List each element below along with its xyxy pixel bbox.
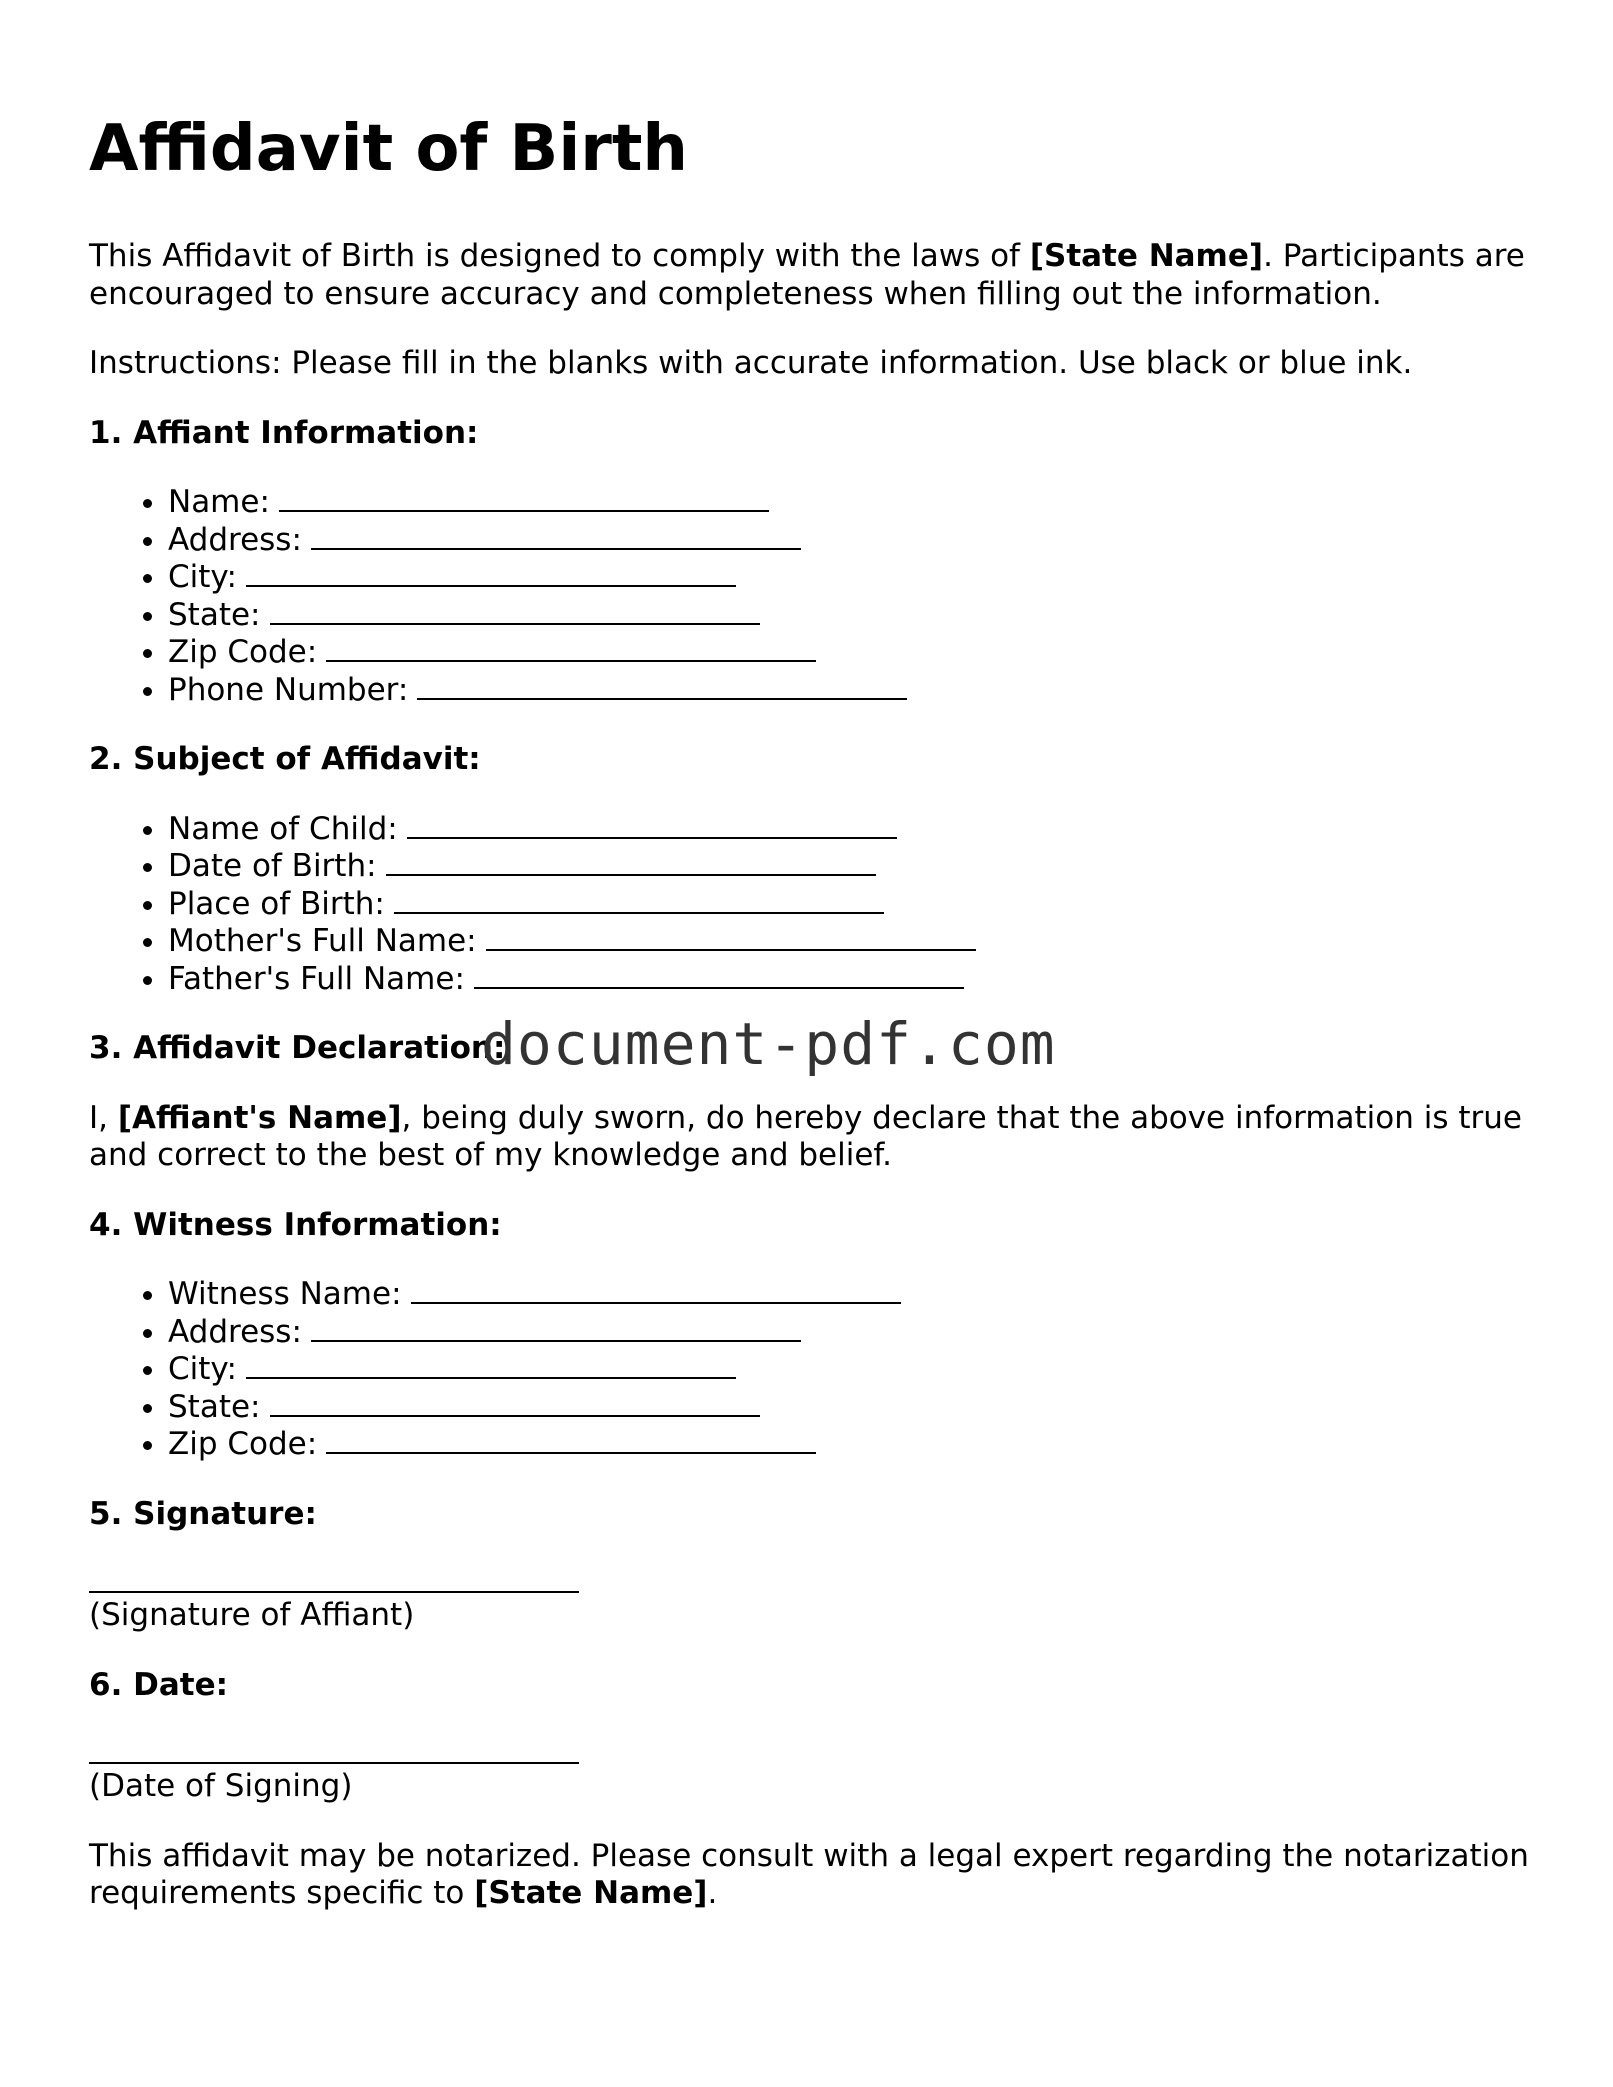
section-heading-affiant: 1. Affiant Information: bbox=[89, 414, 479, 451]
birth-place-blank[interactable] bbox=[394, 886, 884, 914]
list-item bbox=[168, 1389, 1529, 1427]
list-item bbox=[168, 634, 1529, 672]
date-line[interactable] bbox=[89, 1754, 579, 1764]
field-label: Name: bbox=[168, 484, 270, 520]
date-caption: (Date of Signing) bbox=[89, 1768, 353, 1804]
list-item bbox=[168, 597, 1529, 635]
witness-name-blank[interactable] bbox=[411, 1276, 901, 1304]
field-label: Zip Code: bbox=[168, 1426, 318, 1462]
field-label: Mother's Full Name: bbox=[168, 923, 477, 959]
closing-paragraph bbox=[89, 1838, 1529, 1913]
signature-block bbox=[89, 1583, 1529, 1635]
affiant-city-blank[interactable] bbox=[246, 559, 736, 587]
field-label: City: bbox=[168, 1351, 237, 1387]
closing-state-placeholder: [State Name] bbox=[474, 1875, 708, 1911]
affiant-phone-blank[interactable] bbox=[417, 672, 907, 700]
intro-state-placeholder: [State Name] bbox=[1029, 238, 1264, 274]
closing-text-end: . bbox=[707, 1875, 718, 1911]
list-item bbox=[168, 672, 1529, 710]
date-block bbox=[89, 1754, 1529, 1806]
list-item bbox=[168, 811, 1529, 849]
field-label: Address: bbox=[168, 521, 302, 558]
affiant-address-blank[interactable] bbox=[311, 522, 801, 550]
declaration-text-end: , being duly sworn, do hereby declare that the above information is true and correct to the best of my knowledge and belief. bbox=[89, 1099, 1522, 1173]
list-item bbox=[168, 559, 1529, 597]
child-name-blank[interactable] bbox=[407, 811, 897, 839]
section-heading-signature: 5. Signature: bbox=[89, 1495, 317, 1532]
closing-text-start: This affidavit may be notarized. Please consult with a legal expert regarding the notarization requirements specific to bbox=[89, 1837, 1529, 1911]
field-label: State: bbox=[168, 1388, 261, 1425]
witness-state-blank[interactable] bbox=[270, 1389, 760, 1417]
field-label: Date of Birth: bbox=[168, 848, 377, 884]
list-item bbox=[168, 961, 1529, 999]
field-label: Zip Code: bbox=[168, 634, 318, 670]
affiant-fields-list bbox=[89, 484, 1529, 709]
declaration-paragraph bbox=[89, 1100, 1529, 1175]
page-title: Affidavit of Birth bbox=[89, 112, 688, 186]
witness-zip-blank[interactable] bbox=[326, 1426, 816, 1454]
instructions-paragraph: Instructions: Please fill in the blanks with accurate information. Use black or blue ink. bbox=[89, 345, 1413, 381]
declaration-text-start: I, bbox=[89, 1099, 118, 1136]
section-heading-date: 6. Date: bbox=[89, 1666, 229, 1703]
father-name-blank[interactable] bbox=[474, 961, 964, 989]
witness-fields-list bbox=[89, 1276, 1529, 1464]
watermark-text: document-pdf.com bbox=[481, 1010, 1056, 1078]
list-item bbox=[168, 923, 1529, 961]
field-label: Father's Full Name: bbox=[168, 960, 465, 997]
section-heading-witness: 4. Witness Information: bbox=[89, 1206, 502, 1243]
signature-caption: (Signature of Affiant) bbox=[89, 1597, 415, 1633]
section-heading-subject: 2. Subject of Affidavit: bbox=[89, 741, 481, 777]
affiant-state-blank[interactable] bbox=[270, 597, 760, 625]
list-item bbox=[168, 848, 1529, 886]
list-item bbox=[168, 886, 1529, 924]
subject-fields-list bbox=[89, 811, 1529, 999]
list-item bbox=[168, 522, 1529, 560]
affiant-name-blank[interactable] bbox=[279, 484, 769, 512]
field-label: Phone Number: bbox=[168, 671, 409, 708]
field-label: Name of Child: bbox=[168, 810, 398, 847]
list-item bbox=[168, 1351, 1529, 1389]
affiant-name-placeholder: [Affiant's Name] bbox=[117, 1099, 402, 1136]
field-label: State: bbox=[168, 596, 261, 633]
section-heading-declaration: 3. Affidavit Declaration: bbox=[89, 1030, 506, 1066]
witness-city-blank[interactable] bbox=[246, 1351, 736, 1379]
mother-name-blank[interactable] bbox=[486, 923, 976, 951]
list-item bbox=[168, 484, 1529, 522]
signature-line[interactable] bbox=[89, 1583, 579, 1593]
affiant-zip-blank[interactable] bbox=[326, 634, 816, 662]
intro-text-start: This Affidavit of Birth is designed to comply with the laws of bbox=[89, 238, 1030, 274]
list-item bbox=[168, 1426, 1529, 1464]
intro-paragraph bbox=[89, 238, 1529, 313]
list-item bbox=[168, 1314, 1529, 1352]
intro-text-end: . Participants are encouraged to ensure accuracy and completeness when filling out the information. bbox=[89, 238, 1525, 312]
field-label: Place of Birth: bbox=[168, 885, 385, 922]
birth-date-blank[interactable] bbox=[386, 848, 876, 876]
list-item bbox=[168, 1276, 1529, 1314]
field-label: City: bbox=[168, 559, 237, 595]
witness-address-blank[interactable] bbox=[311, 1314, 801, 1342]
field-label: Witness Name: bbox=[168, 1276, 402, 1312]
field-label: Address: bbox=[168, 1313, 302, 1350]
